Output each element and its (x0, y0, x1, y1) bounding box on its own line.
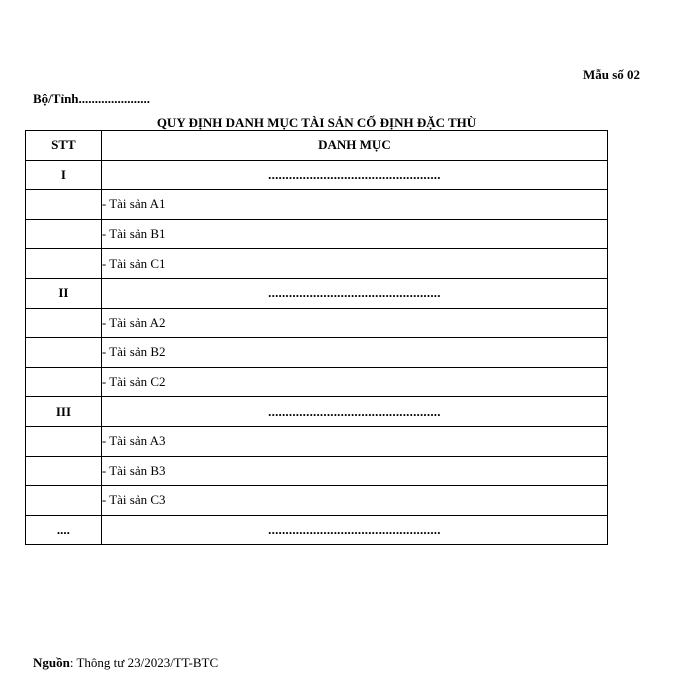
ministry-line: Bộ/Tỉnh...................... (33, 91, 151, 106)
table-row-asset (26, 367, 608, 397)
row-item: - Tài sản B3 (101, 456, 607, 486)
table-row-asset (26, 486, 608, 516)
table-row-asset (26, 190, 608, 220)
row-item: - Tài sản A1 (101, 190, 607, 220)
table-row-asset (26, 249, 608, 279)
row-stt (26, 456, 102, 486)
table-row-asset (26, 456, 608, 486)
source-label: Nguồn (33, 655, 70, 670)
row-item: - Tài sản B1 (101, 219, 607, 249)
table-row-asset (26, 426, 608, 456)
row-item: - Tài sản C2 (101, 367, 607, 397)
row-stt (26, 367, 102, 397)
table-row-group (26, 397, 608, 427)
row-item: - Tài sản A3 (101, 426, 607, 456)
row-item: .................................................. (101, 278, 607, 308)
header-item: DANH MỤC (101, 131, 607, 161)
row-stt (26, 308, 102, 338)
table-row-group (26, 515, 608, 545)
row-stt (26, 249, 102, 279)
row-item: - Tài sản A2 (101, 308, 607, 338)
table-header-row (26, 131, 608, 161)
row-stt (26, 338, 102, 368)
header-stt: STT (26, 131, 102, 161)
table-row-group (26, 160, 608, 190)
table-row-group (26, 278, 608, 308)
row-item: .................................................. (101, 160, 607, 190)
source-note (33, 655, 218, 671)
table-row-asset (26, 338, 608, 368)
row-stt: II (26, 278, 102, 308)
row-item: - Tài sản C3 (101, 486, 607, 516)
form-number: Mẫu số 02 (582, 67, 640, 82)
asset-catalog-table (25, 130, 608, 545)
row-item: .................................................. (101, 515, 607, 545)
row-stt (26, 190, 102, 220)
table-row-asset (26, 219, 608, 249)
row-stt (26, 426, 102, 456)
row-item: - Tài sản B2 (101, 338, 607, 368)
row-stt (26, 486, 102, 516)
table-row-asset (26, 308, 608, 338)
row-item: .................................................. (101, 397, 607, 427)
row-item: - Tài sản C1 (101, 249, 607, 279)
row-stt: .... (26, 515, 102, 545)
row-stt: III (26, 397, 102, 427)
document-title: QUY ĐỊNH DANH MỤC TÀI SẢN CỐ ĐỊNH ĐẶC THÙ (156, 115, 477, 130)
source-text: : Thông tư 23/2023/TT-BTC (69, 655, 219, 670)
row-stt: I (26, 160, 102, 190)
row-stt (26, 219, 102, 249)
